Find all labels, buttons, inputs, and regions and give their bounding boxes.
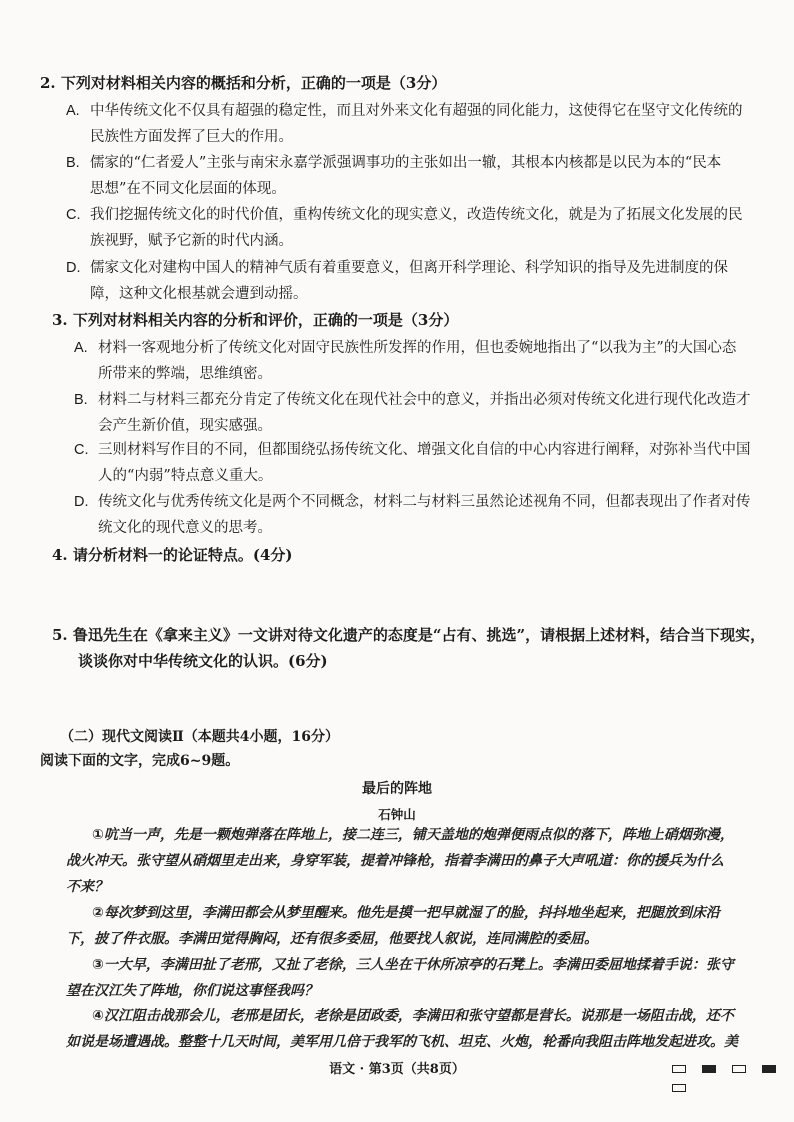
story-paragraph-2 xyxy=(66,900,764,952)
question-5-line-1: 5. 鲁迅先生在《拿来主义》一文讲对待文化遗产的态度是“占有、挑选”，请根据上述材料，结合当下现实， xyxy=(52,626,766,644)
question-3-option-b xyxy=(74,387,764,439)
page-mark-empty-icon xyxy=(672,1065,686,1073)
question-2-option-d xyxy=(66,255,756,307)
question-2-stem: 2. 下列对材料相关内容的概括和分析，正确的一项是（3分） xyxy=(40,74,447,92)
option-label: A. xyxy=(66,103,80,119)
option-label: D. xyxy=(74,494,89,510)
option-line: 会产生新价值，现实感强。 xyxy=(98,418,272,434)
page-mark-filled-icon xyxy=(702,1065,716,1073)
page-marks xyxy=(672,1058,794,1096)
paragraph-line: ③一大早，李满田扯了老邢，又扯了老徐，三人坐在干休所凉亭的石凳上。李满田委屈地揉着手说：张守 xyxy=(92,957,734,973)
option-line: 三则材料写作目的不同，但都围绕弘扬传统文化、增强文化自信的中心内容进行阐释，对弥补当代中国 xyxy=(98,442,751,458)
option-label: B. xyxy=(74,392,88,408)
option-line: 传统文化与优秀传统文化是两个不同概念，材料二与材料三虽然论述视角不同，但都表现出了作者对传 xyxy=(98,494,751,510)
option-line: 所带来的弊端，思维缜密。 xyxy=(98,366,272,382)
option-line: 族视野，赋予它新的时代内涵。 xyxy=(90,233,293,249)
option-line: 民族性方面发挥了巨大的作用。 xyxy=(90,129,293,145)
story-author: 石钟山 xyxy=(378,807,416,822)
option-line: 统文化的现代意义的思考。 xyxy=(98,520,272,536)
option-line: 我们挖掘传统文化的时代价值，重构传统文化的现实意义，改造传统文化，就是为了拓展文化发展的民 xyxy=(90,207,743,223)
option-line: 人的“内弱”特点意义重大。 xyxy=(98,468,273,484)
page-mark-empty-icon xyxy=(672,1084,686,1092)
question-2-option-b xyxy=(66,150,756,202)
paragraph-line: 不来？ xyxy=(66,879,108,895)
story-paragraph-3 xyxy=(66,952,764,1004)
option-label: B. xyxy=(66,155,80,171)
paragraph-line: 如说是场遭遇战。整整十几天时间，美军用几倍于我军的飞机、坦克、火炮，轮番向我阻击阵地发起进攻。美 xyxy=(66,1034,738,1050)
question-2-option-a xyxy=(66,98,756,150)
option-label: D. xyxy=(66,260,81,276)
page-mark-empty-icon xyxy=(732,1065,746,1073)
page-footer: 语文 · 第3页（共8页） xyxy=(329,1062,465,1077)
page-mark-filled-icon xyxy=(762,1065,776,1073)
section-heading: （二）现代文阅读Ⅱ（本题共4小题，16分） xyxy=(60,729,340,745)
question-2-option-c xyxy=(66,202,756,254)
question-3-stem: 3. 下列对材料相关内容的分析和评价，正确的一项是（3分） xyxy=(52,311,459,329)
paragraph-line: ④汉江阻击战那会儿，老邢是团长，老徐是团政委，李满田和张守望都是营长。说那是一场阻击战，还不 xyxy=(92,1008,734,1024)
question-4: 4. 请分析材料一的论证特点。(4分) xyxy=(52,546,293,564)
option-line: 材料二与材料三都充分肯定了传统文化在现代社会中的意义，并指出必须对传统文化进行现代化改造才 xyxy=(98,392,751,408)
question-3-option-c xyxy=(74,437,764,489)
option-line: 儒家的“仁者爱人”主张与南宋永嘉学派强调事功的主张如出一辙，其根本内核都是以民为本的“民本 xyxy=(90,155,722,171)
option-label: C. xyxy=(74,442,89,458)
option-line: 思想”在不同文化层面的体现。 xyxy=(90,181,286,197)
paragraph-line: 下，披了件衣服。李满田觉得胸闷，还有很多委屈，他要找人叙说，连同满腔的委屈。 xyxy=(66,931,598,947)
option-label: A. xyxy=(74,340,88,356)
paragraph-line: ①吭当一声，先是一颗炮弹落在阵地上，接二连三，铺天盖地的炮弹便雨点似的落下，阵地上硝烟弥漫， xyxy=(92,827,734,843)
option-label: C. xyxy=(66,207,81,223)
option-line: 儒家文化对建构中国人的精神气质有着重要意义，但离开科学理论、科学知识的指导及先进制度的保 xyxy=(90,260,728,276)
question-3-option-a xyxy=(74,335,764,387)
story-paragraph-4 xyxy=(66,1003,764,1055)
option-line: 中华传统文化不仅具有超强的稳定性，而且对外来文化有超强的同化能力，这使得它在坚守文化传统的 xyxy=(90,103,743,119)
paragraph-line: 战火冲天。张守望从硝烟里走出来，身穿军装，提着冲锋枪，指着李满田的鼻子大声吼道：你的援兵为什么 xyxy=(66,853,724,869)
story-paragraph-1 xyxy=(66,822,764,900)
section-instruction: 阅读下面的文字，完成6~9题。 xyxy=(40,753,240,769)
story-title: 最后的阵地 xyxy=(362,781,432,797)
question-3-option-d xyxy=(74,489,764,541)
option-line: 材料一客观地分析了传统文化对固守民族性所发挥的作用，但也委婉地指出了“以我为主”的大国心态 xyxy=(98,340,737,356)
paragraph-line: 望在汉江失了阵地，你们说这事怪我吗？ xyxy=(66,983,318,999)
paragraph-line: ②每次梦到这里，李满田都会从梦里醒来。他先是摸一把早就湿了的脸，抖抖地坐起来，把腿放到床沿 xyxy=(92,905,720,921)
question-5-line-2: 谈谈你对中华传统文化的认识。(6分) xyxy=(78,652,328,670)
option-line: 障，这种文化根基就会遭到动摇。 xyxy=(90,286,308,302)
